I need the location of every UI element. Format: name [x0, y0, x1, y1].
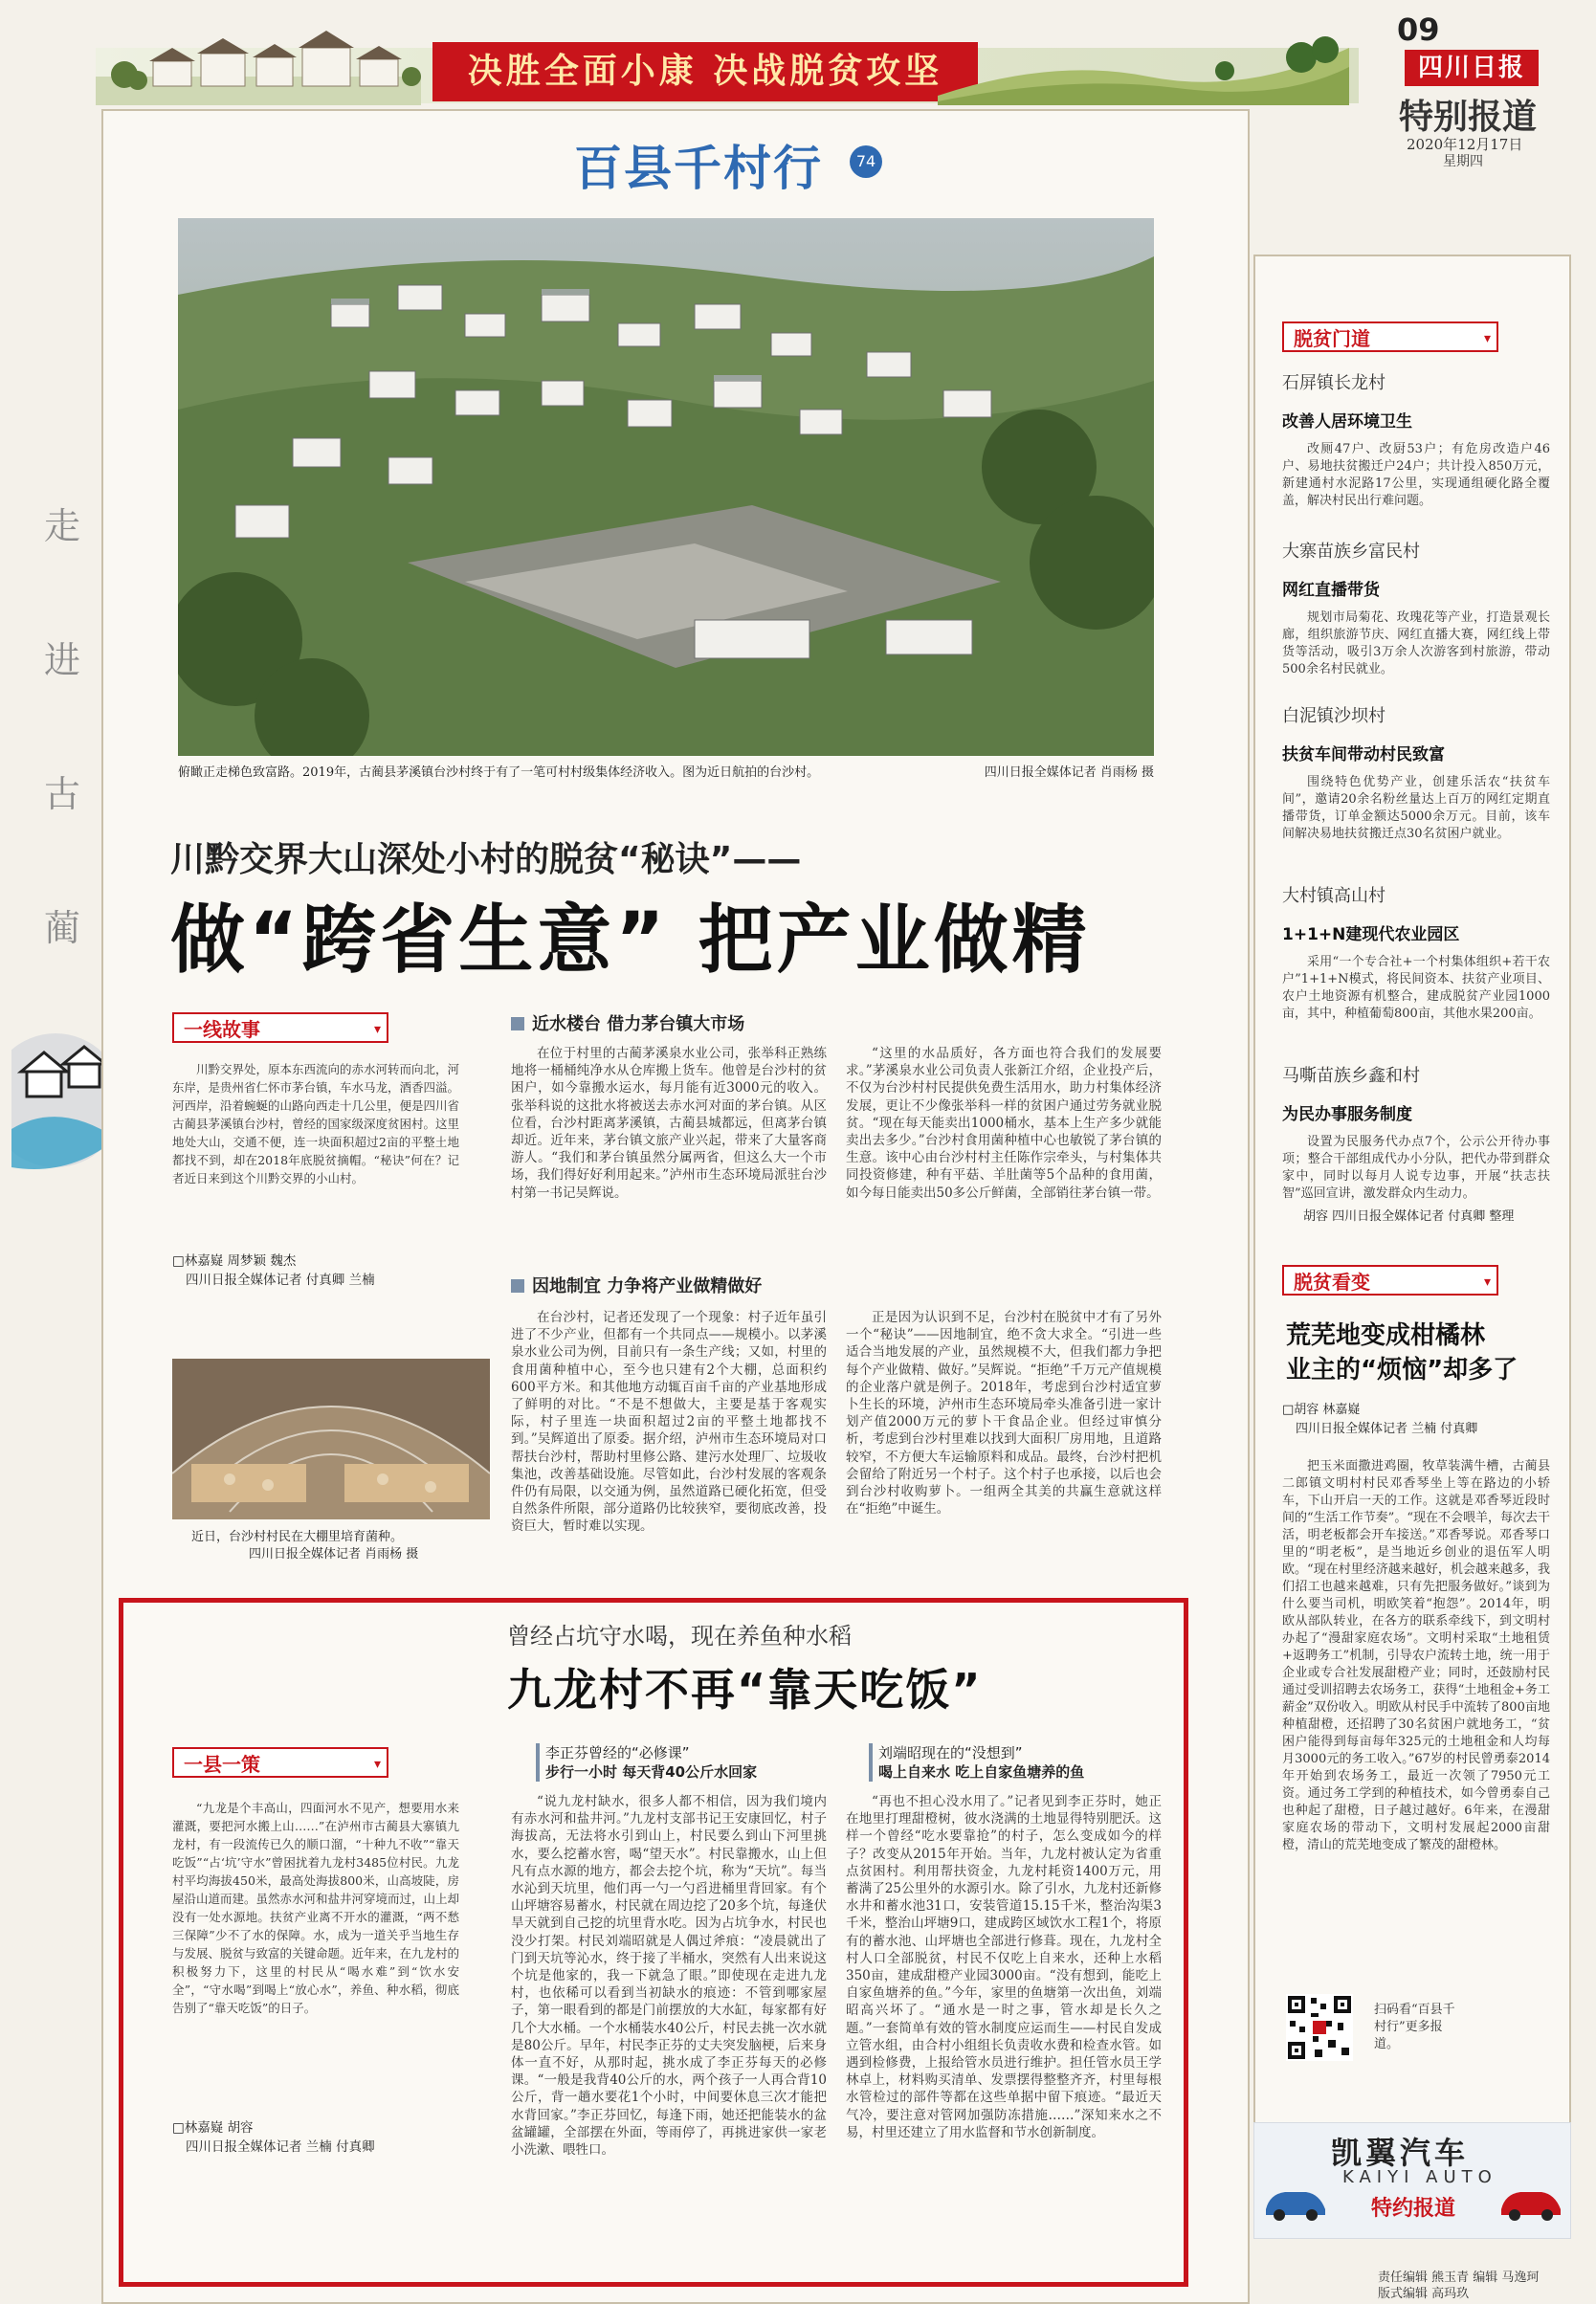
section1-col2-text: “这里的水品质好，各方面也符合我们的发展要求。”茅溪泉水业公司负责人张新江介绍，企业投产后，不仅为台沙村村民提供免费生活用水，助力村集体经济发展，更让不少像张举科一样的贫困户通过劳务就业脱贫。“现在每天能卖出1000桶水，基本上生产多少就能卖出去多少。”台沙村食用菌种植中心也敏锐了茅台镇的生意。该中心由台沙村村主任陈作宗牵头，与村集体共同投资修建，种有平菇、羊肚菌等5个品种的食用菌，如今每日能卖出50多公斤鲜菌，全部销往茅台镇一带。	[846, 1046, 1162, 1201]
feature-lead-paragraph: “九龙是个丰高山，四面河水不见产，想要用水来灌溉，要把河水搬上山……”在泸州市古蔺县大寨镇九龙村，有一段流传已久的顺口溜，“十种九不收”“靠天吃饭”“占‘坑’守水”曾困扰着九龙村3485位村民。九龙村平均海拔450米，最高处海拔800米，山高坡陡，房屋沿山道而建。虽然赤水河和盐井河穿境而过，山上却没有一处水源地。扶贫产业离不开水的灌溉，“两不愁三保障”少不了水的保障。水，成为一道关乎当地生存与发展、脱贫与致富的关键命题。近年来，在九龙村的积极努力下，这里的村民从“喝水难”到“饮水安全”，“守水喝”到喝上“放心水”，养鱼、种水稻，彻底告别了“靠天吃饭”的日子。	[172, 1801, 459, 2015]
sidebar-item-4	[1282, 882, 1550, 1042]
article-byline	[172, 1252, 459, 1290]
feature-sub1-text: “说九龙村缺水，很多人都不相信，因为我们境内有赤水河和盐井河。”九龙村支部书记王安康回忆，村子海拔高，无法将水引到山上，村民要么到山下河里挑水，要么挖蓄水窖，喝“望天水”。村民靠搬水，山上但凡有点水源的地方，都会去挖个坑，称为“天坑”。每当水沁到天坑里，他们再一勺一勺舀进桶里背回家。有个山坪塘容易蓄水，村民就在周边挖了20多个坑，每逢伏旱天就到自己挖的坑里背水吃。因为占坑争水，村民也没少打架。村民刘端昭就是人偶过斧痕：“凌晨就出了门到天坑等沁水，终于接了半桶水，突然有人出来说这个坑是他家的，我一下就急了眼。”即使现在走进九龙村，也依稀可以看到当初缺水的痕迹：不管到哪家屋子，第一眼看到的都是门前摆放的大水缸，每家都有好几个大水桶。一个水桶装水40公斤，村民去挑一次水就是80公斤。早年，村民李正芬的丈夫突发脑梗，后来身体一直不好，从那时起，挑水成了李正芬每天的必修课。“一般是我背40公斤的水，两个孩子一人再合背10公斤，背一趟水要花1个小时，中间要休息三次才能把水背回家。”李正芬回忆，每逢下雨，她还把能装水的盆盆罐罐，全部摆在外面，等雨停了，再挑进家供一家老小洗漱、喂牲口。	[511, 1794, 827, 2159]
section2-title: 因地制宜 力争将产业做精做好	[532, 1276, 763, 1296]
sidebar-story-title-line2: 业主的“烦恼”却多了	[1286, 1356, 1518, 1385]
series-number-badge: 74	[850, 145, 882, 178]
sidebar-item-body	[1282, 441, 1550, 512]
sidebar-tag-methods: 脱贫门道 ▾	[1282, 321, 1498, 352]
greenhouse-photo-credit: 四川日报全媒体记者 肖雨杨 摄	[249, 1547, 419, 1562]
greenhouse-photo-image	[172, 1359, 490, 1519]
feature-sub2-heading	[869, 1743, 1156, 1782]
sidebar-item-title: 为民办事服务制度	[1282, 1105, 1412, 1124]
sidebar-tag-changes: 脱贫看变 ▾	[1282, 1265, 1498, 1296]
caption-text: 俯瞰正走梯色致富路。2019年，古蔺县茅溪镇台沙村终于有了一笔可村村级集体经济收入。图为近日航拍的台沙村。	[178, 765, 820, 780]
colophon-char: 进	[43, 639, 80, 681]
editor-line-2: 版式编辑 高玛玖	[1378, 2287, 1470, 2301]
sidebar-item-title: 改善人居环境卫生	[1282, 412, 1412, 432]
sidebar-item-title: 网红直播带货	[1282, 581, 1380, 600]
editor-credits	[1378, 2270, 1588, 2302]
series-name: 百县千村行	[574, 141, 823, 196]
article-headline: 做“跨省生意” 把产业做精	[170, 897, 1091, 984]
qr-code[interactable]	[1286, 1994, 1353, 2061]
feature-sub1-body	[511, 1793, 827, 2262]
feature-byline-authors: □林嘉嶷 胡容	[172, 2120, 254, 2136]
sidebar-item-text: 采用“一个专合社+一个村集体组织+若干农户”1+1+N模式，将民间资本、扶贫产业项目、农户土地资源有机整合，建成脱贫产业园1000亩，其中，种植葡萄800亩，其他水果200亩。	[1282, 955, 1550, 1021]
aerial-village-photo	[178, 218, 1154, 756]
newspaper-logo: 四川日报	[1405, 50, 1539, 86]
story-tag-one-county: 一县一策 ▾	[172, 1747, 388, 1778]
sidebar-item-place: 石屏镇长龙村	[1282, 373, 1385, 393]
section1-heading	[511, 1010, 744, 1035]
sidebar-item-1	[1282, 369, 1550, 512]
byline-authors: □林嘉嶷 周梦颖 魏杰	[172, 1253, 297, 1269]
sidebar-item-title: 1+1+N建现代农业园区	[1282, 925, 1460, 944]
colophon-char: 古	[43, 773, 80, 815]
sponsor-brand-en: KAIYI AUTO	[1342, 2167, 1497, 2187]
sponsor-ad[interactable]	[1253, 2122, 1571, 2239]
sidebar-item-text: 规划市局菊花、玫瑰花等产业，打造景观长廊，组织旅游节庆、网红直播大赛，网红线上带货等活动，吸引3万余人次游客到村旅游，带动500余名村民就业。	[1282, 610, 1550, 676]
section1-title: 近水楼台 借力茅台镇大市场	[532, 1014, 745, 1034]
greenhouse-caption-text: 近日，台沙村村民在大棚里培育菌种。	[191, 1530, 404, 1544]
sidebar-story-title-line1: 荒芜地变成柑橘林	[1286, 1321, 1486, 1350]
sidebar-item-3	[1282, 702, 1550, 862]
feature-sub1-line1: 李正芬曾经的“必修课”	[545, 1744, 690, 1761]
section2-heading	[511, 1273, 762, 1297]
feature-sub2-text: “再也不担心没水用了。”记者见到李正芬时，她正在地里打理甜橙树，彼水浇满的土地显得特别肥沃。这样一个曾经“吃水要靠抢”的村子，怎么变成如今的样子？改变从2015年开始。当年，九龙村被认定为省重点贫困村。利用帮扶资金，九龙村耗资1400万元，用蓄满了25公里外的水源引水。除了引水，九龙村还新修水井和蓄水池31口，安装管道15.15千米，整治沟渠3千米，整治山坪塘9口，建成跨区域饮水工程1个，将原有的蓄水池、山坪塘也全部进行修葺。现在，九龙村全村人口全部脱贫，村民不仅吃上自来水，还种上水稻350亩，建成甜橙产业园3000亩。“没有想到，能吃上自家鱼塘养的鱼。”今年，家里的鱼塘第一次出鱼，刘端昭高兴坏了。“通水是一时之事，管水却是长久之题。”一套简单有效的管水制度应运而生——村民自发成立管水组，由合村小组组长负责收水费和检查水管。如遇到检修费，上报给管水员进行维护。担任管水员王学林卓上，材料购买清单、发票摆得整整齐齐，村里每根水管检过的部件等都在这些单据中留下痕迹。“最近天气冷，要注意对管网加强防冻措施……”深知来水之不易，村里还建立了用水监督和节水创新制度。	[846, 1794, 1162, 2140]
section1-col1	[511, 1045, 827, 1284]
sidebar-story-body	[1282, 1458, 1550, 1975]
colophon-char: 蔺	[43, 907, 80, 949]
feature-byline	[172, 2118, 459, 2157]
article-subheadline: 川黔交界大山深处小村的脱贫“秘诀”——	[170, 840, 802, 879]
terraced-fields-illustration	[938, 29, 1349, 105]
editor-line-1: 责任编辑 熊玉青 编辑 马逸珂	[1378, 2271, 1540, 2285]
qr-code-hint: 扫码看“百县千村行”更多报道。	[1374, 2003, 1455, 2051]
sidebar-story-authors: □胡容 林嘉嶷	[1282, 1403, 1361, 1417]
feature-sub2-line2: 喝上自来水 吃上自家鱼塘养的鱼	[878, 1763, 1085, 1781]
main-photo-caption	[178, 762, 1154, 780]
sidebar-item-body	[1282, 609, 1550, 680]
article-lead	[172, 1060, 459, 1252]
sidebar-story-text: 把玉米面撒进鸡圈，牧草装满牛槽，古蔺县二郎镇文明村村民邓香琴坐上等在路边的小轿车，下山开启一天的工作。这就是邓香琴近段时间的“生活工作节奏”。“现在不会喂羊，每次去干活，明老板都会开车接送。”邓香琴说。邓香琴口里的“明老板”，是当地近乡创业的退伍军人明欧。“现在村里经济越来越好，机会越来越多，我们招工也越来越难，只有先把服务做好。”谈到为什么要当司机，明欧笑着“抱怨”。2014年，明欧从部队转业，在各方的联系牵线下，到文明村办起了“漫甜家庭农场”。文明村采取“土地租赁+返聘务工”机制，引导农户流转土地，统一用于企业或专合社发展甜橙产业；同时，还鼓励村民通过受训招聘去农场务工，获得“土地租金+务工薪金”双份收入。明欧从村民手中流转了800亩地种植甜橙，还招聘了30名贫困户就地务工，“贫困户能得到每亩每年325元的土地租金和人均每月3000元的务工收入。”67岁的村民曾勇泰2014年开始到农场务工，最近一次领了7950元工资。通过务工学到的种植技术，如今曾勇泰自己也种起了甜橙，日子越过越好。6年来，在漫甜家庭农场的带动下，文明村发展起2000亩甜橙，清山的荒芜地变成了繁茂的甜橙林。	[1282, 1459, 1550, 1852]
top-banner	[96, 19, 1359, 105]
feature-lead	[172, 1799, 459, 2115]
feature-sub2-body	[846, 1793, 1162, 2262]
sidebar-item-place: 大村镇高山村	[1282, 886, 1385, 906]
story-tag-frontline: 一线故事 ▾	[172, 1012, 388, 1043]
sidebar-story-reporters: 四川日报全媒体记者 兰楠 付真卿	[1296, 1422, 1478, 1436]
sidebar-item-body	[1282, 1134, 1550, 1205]
sidebar-item-text: 改厕47户、改厨53户；有危房改造户46户、易地扶贫搬迁户24户；共计投入850万元，新建通村水泥路17公里，实现通组硬化路全覆盖，解决村民出行难问题。	[1282, 442, 1550, 508]
issue-date: 2020年12月17日	[1407, 136, 1523, 153]
sidebar-item-title: 扶贫车间带动村民致富	[1282, 745, 1445, 764]
campaign-slogan: 决胜全面小康 决战脱贫攻坚	[432, 42, 978, 101]
byline-reporters: 四川日报全媒体记者 付真卿 兰楠	[186, 1273, 375, 1288]
sidebar-item-5	[1282, 1062, 1550, 1205]
feature-sub2-line1: 刘端昭现在的“没想到”	[878, 1744, 1023, 1761]
sidebar-story-title	[1286, 1318, 1563, 1387]
lead-paragraph: 川黔交界处，原本东西流向的赤水河转而向北，河东岸，是贵州省仁怀市茅台镇，车水马龙，酒香四溢。河西岸，沿着蜿蜒的山路向西走十几公里，便是四川省古蔺县茅溪镇台沙村，曾经的国家级深度贫困村。这里地处大山，交通不便，连一块面积超过2亩的平整土地都找不到，却在2018年底脱贫摘帽。“秘诀”何在？记者近日来到这个川黔交界的小山村。	[172, 1062, 459, 1185]
sidebar-story-byline	[1282, 1401, 1560, 1439]
feature-sub1-heading	[536, 1743, 823, 1782]
sponsor-brand: 凯翼汽车	[1331, 2135, 1470, 2171]
section-title: 特别报道	[1399, 98, 1538, 137]
village-illustration	[96, 19, 421, 105]
section2-col1-text: 在台沙村，记者还发现了一个现象：村子近年虽引进了不少产业，但都有一个共同点——规模小。以茅溪泉水业公司为例，目前只有一条生产线；又如，村里的食用菌种植中心，至今也只建有2个大棚，总面积约600平方米。和其他地方动辄百亩千亩的产业基地形成了鲜明的对比。“不是不想做大，主要是基于客观实际，村子里连一块面积超过2亩的平整土地都找不到。”吴辉道出了原委。据介绍，泸州市生态环境局对口帮扶台沙村，帮助村里修公路、建污水处理厂、垃圾收集池，改善基础设施。尽管如此，台沙村发展的客观条件仍有局限，以交通为例，虽然道路已硬化拓宽，但受自然条件所限，部分道路仍比较狭窄，要彻底改善，投资巨大，暂时难以实现。	[511, 1310, 827, 1535]
sidebar-item-place: 马嘶苗族乡鑫和村	[1282, 1066, 1420, 1086]
section-bullet-square	[511, 1279, 524, 1293]
sidebar-item-body	[1282, 954, 1550, 1042]
section1-col1-text: 在位于村里的古蔺茅溪泉水业公司，张举科正熟练地将一桶桶纯净水从仓库搬上货车。他曾是台沙村的贫困户，如今靠搬水运水，每月能有近3000元的收入。张举科说的这批水将被送去赤水河对面的茅台镇。从区位看，台沙村距离茅溪镇，古蔺县城都远，但离茅台镇却近。近年来，茅台镇文旅产业兴起，带来了大量客商游人。“我们和茅台镇虽然分属两省，但这么大一个市场，我们得好好利用起来。”泸州市生态环境局派驻台沙村第一书记吴辉说。	[511, 1046, 827, 1201]
car-icon	[1497, 2181, 1564, 2223]
photo-credit: 四川日报全媒体记者 肖雨杨 摄	[984, 765, 1154, 780]
feature-headline: 九龙村不再“靠天吃饭”	[507, 1664, 983, 1716]
feature-sub1-line2: 步行一小时 每天背40公斤水回家	[545, 1763, 758, 1781]
feature-byline-reporters: 四川日报全媒体记者 兰楠 付真卿	[186, 2139, 375, 2155]
feature-subheadline: 曾经占坑守水喝，现在养鱼种水稻	[507, 1623, 852, 1650]
vertical-column-title	[38, 459, 86, 995]
section2-col2-text: 正是因为认识到不足，台沙村在脱贫中才有了另外一个“秘诀”——因地制宜，绝不贪大求全。“引进一些适合当地发展的产业，虽然规模不大，但我们都力争把每个产业做精、做好。”吴辉说。“拒绝”千万元产值规模的企业落户就是例子。2018年，考虑到台沙村适宜萝卜生长的环境，泸州市生态环境局牵头准备引进一家计划产值2000万元的萝卜干食品企业。但经过审慎分析，考虑到台沙村里难以找到大面积厂房用地，且道路较窄，不方便大车运输原料和成品。最终，台沙村把机会留给了附近另一个村子。这个村子也承接，以后也会到台沙村收购萝卜。一组两全其美的共赢生意就这样在“拒绝”中诞生。	[846, 1310, 1162, 1518]
colophon-char: 走	[43, 505, 80, 547]
sidebar-item-text: 围绕特色优势产业，创建乐活农“扶贫车间”，邀请20余名粉丝量达上百万的网红定期直播带货，订单金额达5000余万元。目前，该车间解决易地扶贫搬迁点30名贫困户就业。	[1282, 775, 1550, 841]
greenhouse-photo	[172, 1359, 490, 1519]
section1-col2	[846, 1045, 1162, 1284]
sidebar-item-text: 设置为民服务代办点7个，公示公开待办事项；整合干部组成代办小分队，把代办带到群众家中，同时以每月人说专边事，开展“扶志扶智”巡回宣讲，激发群众内生动力。	[1282, 1135, 1550, 1201]
car-icon	[1262, 2181, 1329, 2223]
sidebar-item-2	[1282, 538, 1550, 680]
sidebar-item-place: 大寨苗族乡富民村	[1282, 542, 1420, 562]
section2-col1	[511, 1309, 827, 1571]
greenhouse-caption	[172, 1529, 490, 1563]
page-number: 09	[1397, 11, 1440, 48]
sidebar-item-place: 白泥镇沙坝村	[1282, 706, 1385, 726]
sidebar-item-body	[1282, 774, 1550, 862]
section2-col2	[846, 1309, 1162, 1571]
issue-weekday: 星期四	[1443, 154, 1483, 169]
series-title	[574, 119, 899, 199]
sponsor-tagline: 特约报道	[1371, 2197, 1456, 2221]
section-bullet-square	[511, 1017, 524, 1030]
sidebar-items-credit: 胡容 四川日报全媒体记者 付真卿 整理	[1303, 1209, 1515, 1224]
